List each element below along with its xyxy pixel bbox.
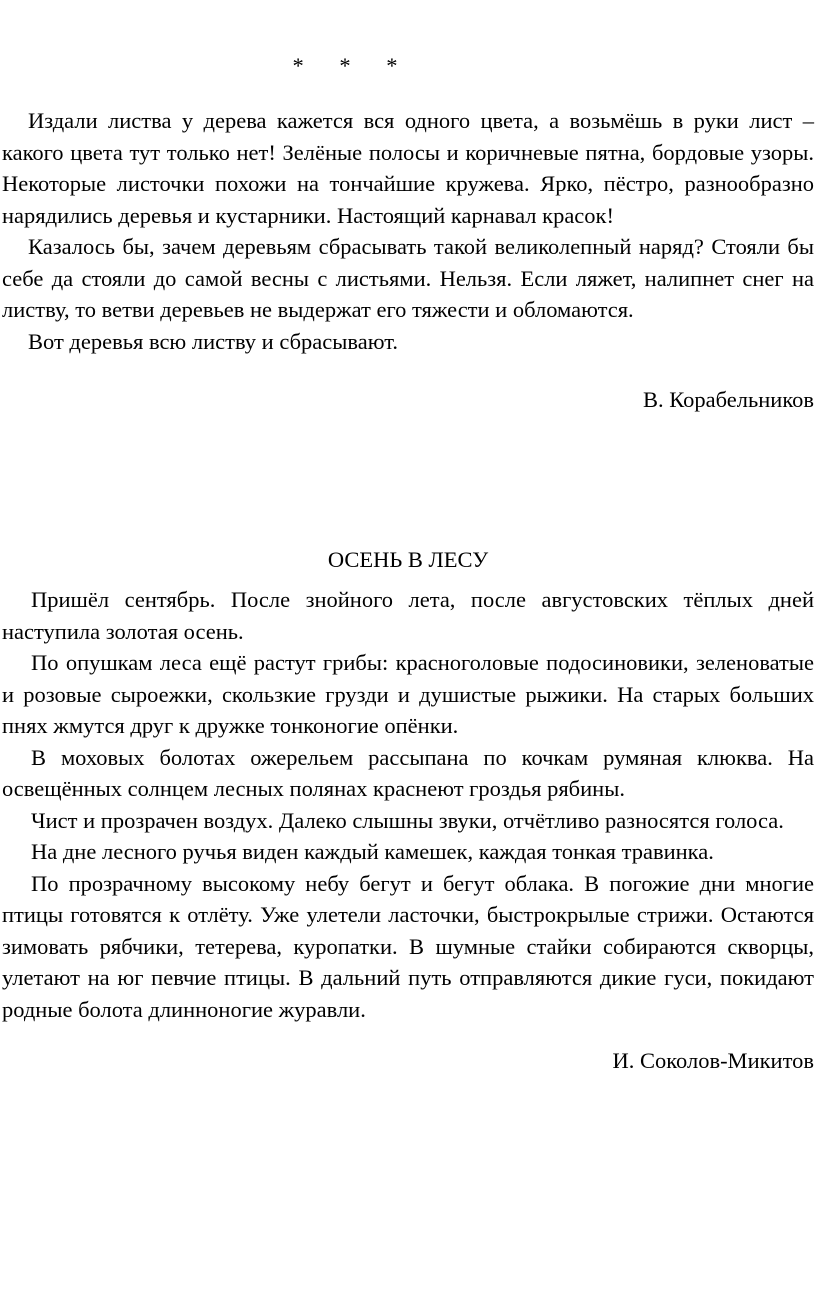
second-text-author: И. Соколов-Микитов — [612, 1048, 814, 1073]
paragraph: Казалось бы, зачем деревьям сбрасывать такой великолепный наряд? Стояли бы себе да стояли до самой весны с листьями. Нельзя. Если ляжет, налипнет снег на листву, то ветви деревьев не выдержат его тяжести и обломаются. — [2, 234, 814, 322]
first-text-body — [2, 105, 814, 357]
paragraph: По опушкам леса ещё растут грибы: красноголовые подосиновики, зеленоватые и розовые сыроежки, скользкие грузди и душистые рыжики. На старых больших пнях жмутся друг к дружке тонконогие опёнки. — [2, 650, 814, 738]
paragraph: Вот деревья всю листву и сбрасывают. — [28, 328, 398, 354]
paragraph: По прозрачному высокому небу бегут и бегут облака. В погожие дни многие птицы готовятся к отлёту. Уже улетели ласточки, быстрокрылые стрижи. Остаются зимовать рябчики, тетерева, куропатки. В шумные стайки собираются скворцы, улетают на юг певчие птицы. В дальний путь отправляются дикие гуси, покидают родные болота длинноногие журавли. — [2, 870, 814, 1022]
paragraph: Пришёл сентябрь. После знойного лета, после августовских тёплых дней наступила золотая осень. — [2, 587, 814, 644]
paragraph: Издали листва у дерева кажется вся одного цвета, а возьмёшь в руки лист – какого цвета тут только нет! Зелёные полосы и коричневые пятна, бордовые узоры. Некоторые листочки похожи на тончайшие кружева. Ярко, пёстро, разнообразно нарядились деревья и кустарники. Настоящий карнавал красок! — [2, 108, 814, 228]
paragraph: Чист и прозрачен воздух. Далеко слышны звуки, отчётливо разносятся голоса. — [31, 807, 784, 833]
section-separator: * * * — [292, 53, 398, 78]
paragraph: На дне лесного ручья виден каждый камешек, каждая тонкая травинка. — [31, 839, 714, 864]
first-text-author: В. Корабельников — [642, 387, 814, 412]
second-text-title: ОСЕНЬ В ЛЕСУ — [327, 547, 489, 572]
paragraph: В моховых болотах ожерельем рассыпана по кочкам румяная клюква. На освещённых солнцем лесных полянах краснеют гроздья рябины. — [2, 744, 814, 801]
second-text-body — [2, 584, 814, 1025]
